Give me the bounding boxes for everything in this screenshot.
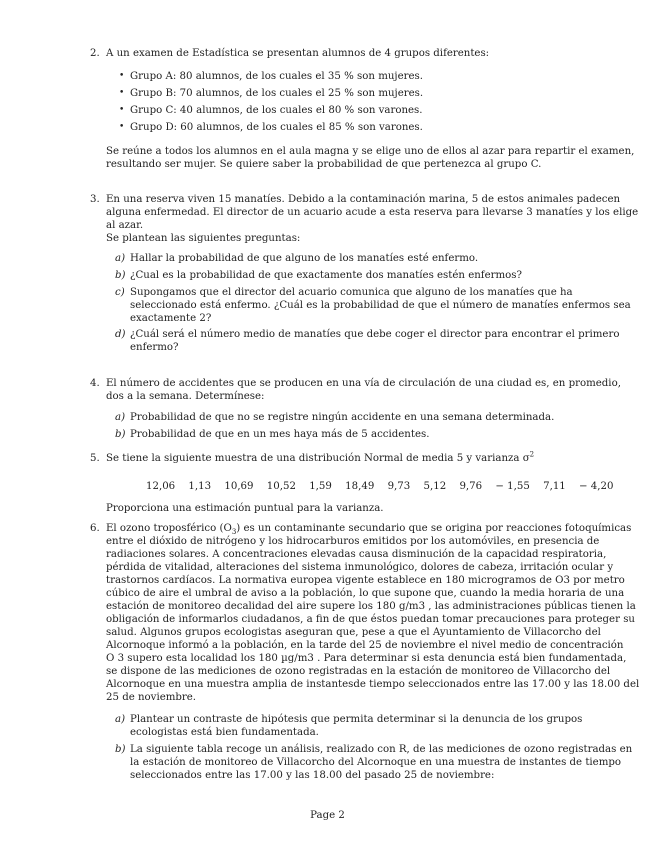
bullet-icon: • bbox=[119, 122, 125, 132]
paragraph-line: trastornos cardíacos. La normativa europea vigente establece en 180 microgramos de O3 por metro bbox=[106, 575, 625, 586]
item-text: ¿Cual es la probabilidad de que exactamente dos manatíes estén enfermos? bbox=[130, 270, 522, 281]
item-text: exactamente 2? bbox=[130, 313, 212, 324]
paragraph-line: Alcornoque informó a la población, en la tarde del 25 de noviembre el nivel medio de concentración bbox=[106, 640, 624, 651]
item-label: b) bbox=[115, 429, 126, 440]
page-number: Page 2 bbox=[310, 810, 345, 821]
paragraph-line: alguna enfermedad. El director de un acuario acude a esta reserva para llevarse 3 manatíes y los elige bbox=[106, 207, 639, 218]
bullet-icon: • bbox=[119, 71, 125, 81]
problem-text: A un examen de Estadística se presentan alumnos de 4 grupos diferentes: bbox=[106, 48, 490, 59]
paragraph-line: En una reserva viven 15 manatíes. Debido a la contaminación marina, 5 de estos animales padecen bbox=[106, 194, 621, 205]
paragraph-line: Se plantean las siguientes preguntas: bbox=[106, 233, 301, 244]
bullet-item: Grupo D: 60 alumnos, de los cuales el 85 % son varones. bbox=[130, 122, 423, 133]
sample-value: 12,06 bbox=[146, 481, 176, 492]
paragraph-line bbox=[106, 452, 534, 466]
paragraph-line: dos a la semana. Determínese: bbox=[106, 391, 265, 402]
item-label: a) bbox=[115, 714, 126, 725]
item-label: d) bbox=[115, 329, 126, 340]
paragraph-line: El ozono troposférico $(O_3)$ es un contaminante secundario que se origina por reacciones fotoquímicas bbox=[106, 523, 632, 537]
paragraph-text: El ozono troposférico (O bbox=[106, 523, 232, 534]
paragraph-line: obligación de informarlos ciudadanos, a fin de que éstos puedan tomar precauciones para proteger su bbox=[106, 614, 635, 625]
sample-value: 1,59 bbox=[309, 481, 332, 492]
bullet-item: Grupo C: 40 alumnos, de los cuales el 80 % son varones. bbox=[130, 105, 423, 116]
bullet-item: Grupo A: 80 alumnos, de los cuales el 35 % son mujeres. bbox=[130, 71, 423, 82]
sample-value: 10,52 bbox=[266, 481, 296, 492]
problem-number: 3. bbox=[90, 194, 100, 205]
sample-value: 10,69 bbox=[224, 481, 254, 492]
paragraph-line: cúbico de aire el umbral de aviso a la población, lo que supone que, cuando la media horaria de una bbox=[106, 588, 625, 599]
sample-row bbox=[146, 480, 624, 494]
paragraph-line: 25 de noviembre. bbox=[106, 692, 197, 703]
paragraph-line: O 3 supero esta localidad los 180 µg/m3 . Para determinar si esta denuncia está bien fundamentada, bbox=[106, 653, 627, 664]
item-text: La siguiente tabla recoge un análisis, realizado con R, de las mediciones de ozono registradas en bbox=[130, 744, 633, 755]
sample-value: 9,73 bbox=[387, 481, 411, 492]
paragraph-line: Alcornoque en una muestra amplia de instantesde tiempo seleccionados entre las 17.00 y las 18.00 del bbox=[106, 679, 640, 690]
paragraph-text: Se tiene la siguiente muestra de una distribución Normal de media 5 y varianza σ bbox=[106, 453, 530, 464]
superscript: 2 bbox=[529, 450, 535, 459]
problem-number: 2. bbox=[90, 48, 100, 59]
item-text: Supongamos que el director del acuario comunica que alguno de los manatíes que ha bbox=[130, 287, 573, 298]
bullet-icon: • bbox=[119, 88, 125, 98]
item-label: c) bbox=[115, 287, 125, 298]
item-label: a) bbox=[115, 412, 126, 423]
sample-value: 5,12 bbox=[423, 481, 447, 492]
paragraph-line: Se reúne a todos los alumnos en el aula magna y se elige uno de ellos al azar para repartir el examen, bbox=[106, 146, 635, 157]
item-text: seleccionado está enfermo. ¿Cuál es la probabilidad de que el número de manatíes enfermos sea bbox=[130, 300, 631, 311]
problem-number: 4. bbox=[90, 378, 100, 389]
item-label: b) bbox=[115, 744, 126, 755]
sample-value: − 1,55 bbox=[495, 481, 530, 492]
paragraph-line: pérdida de vitalidad, alteraciones del sistema inmunológico, dolores de cabeza, irritación ocular y bbox=[106, 562, 614, 573]
item-text: la estación de monitoreo de Villacorcho del Alcornoque en una muestra de instantes de tiempo bbox=[130, 757, 622, 768]
item-text: ¿Cuál será el número medio de manatíes que debe coger el director para encontrar el primero bbox=[130, 329, 620, 340]
paragraph-line: Proporciona una estimación puntual para la varianza. bbox=[106, 503, 384, 514]
problem-number: 6. bbox=[90, 523, 100, 534]
item-text: Hallar la probabilidad de que alguno de los manatíes esté enfermo. bbox=[130, 253, 479, 264]
item-text: Plantear un contraste de hipótesis que permita determinar si la denuncia de los grupos bbox=[130, 714, 583, 725]
item-text: Probabilidad de que no se registre ningún accidente en una semana determinada. bbox=[130, 412, 555, 423]
item-text: Probabilidad de que en un mes haya más de 5 accidentes. bbox=[130, 429, 430, 440]
paragraph-line: resultando ser mujer. Se quiere saber la probabilidad de que pertenezca al grupo C. bbox=[106, 159, 542, 170]
item-text: seleccionados entre las 17.00 y las 18.00 del pasado 25 de noviembre: bbox=[130, 770, 495, 781]
sample-value: 7,11 bbox=[543, 481, 566, 492]
sample-value: − 4,20 bbox=[579, 481, 614, 492]
paragraph-line: se dispone de las mediciones de ozono registradas en la estación de monitoreo de Villacorcho del bbox=[106, 666, 611, 677]
bullet-item: Grupo B: 70 alumnos, de los cuales el 25 % son mujeres. bbox=[130, 88, 424, 99]
problem-number: 5. bbox=[90, 453, 100, 464]
item-label: a) bbox=[115, 253, 126, 264]
sample-value: 9,76 bbox=[459, 481, 483, 492]
paragraph-line: salud. Algunos grupos ecologistas aseguran que, pese a que el Ayuntamiento de Villacorcho del bbox=[106, 627, 601, 638]
paragraph-line: radiaciones solares. A concentraciones elevadas causa disminución de la capacidad respiratoria, bbox=[106, 549, 607, 560]
paragraph-line: entre el dióxido de nitrógeno y los hidrocarburos emitidos por los automóviles, en presencia de bbox=[106, 536, 600, 547]
bullet-icon: • bbox=[119, 105, 125, 115]
paragraph-line: al azar. bbox=[106, 220, 144, 231]
paragraph-line: estación de monitoreo decalidad del aire supere los 180 g/m3 , las administraciones públicas tienen la bbox=[106, 601, 636, 612]
item-text: enfermo? bbox=[130, 342, 179, 353]
paragraph-text: es un contaminante secundario que se origina por reacciones fotoquímicas bbox=[243, 523, 632, 534]
sample-value: 18,49 bbox=[345, 481, 375, 492]
subscript: 3 bbox=[231, 528, 237, 537]
item-label: b) bbox=[115, 270, 126, 281]
item-text: ecologistas está bien fundamentada. bbox=[130, 727, 319, 738]
sample-value: 1,13 bbox=[188, 481, 212, 492]
paragraph-line: El número de accidentes que se producen en una vía de circulación de una ciudad es, en promedio, bbox=[106, 378, 621, 389]
